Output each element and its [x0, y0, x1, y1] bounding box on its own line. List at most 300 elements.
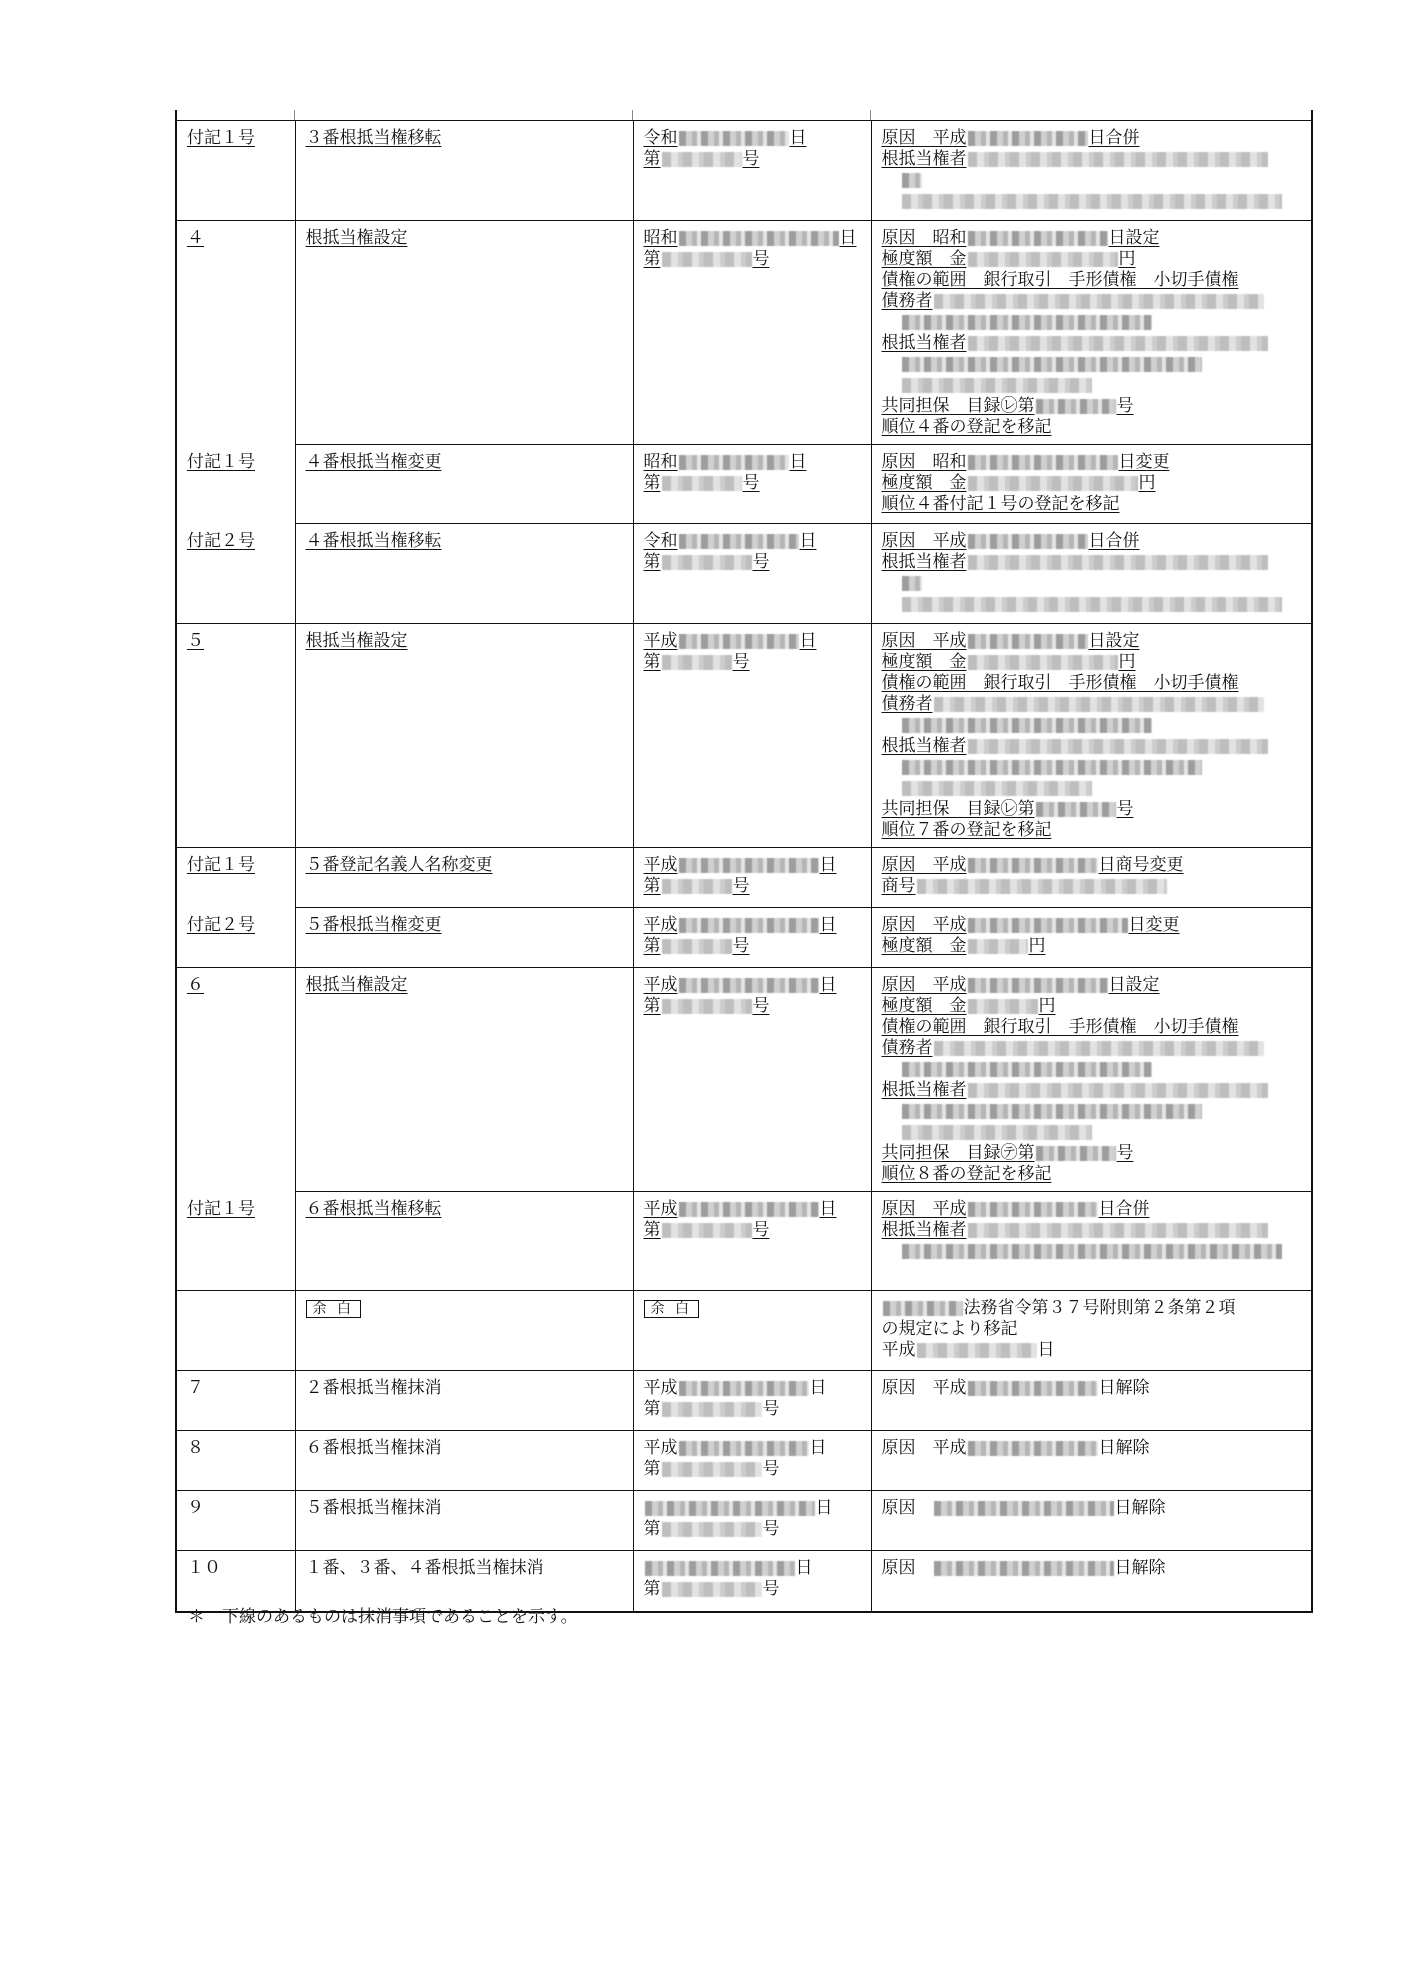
- text-line: [882, 876, 1302, 897]
- registration-purpose-cell: [295, 848, 633, 908]
- registration-purpose-cell: [295, 1431, 633, 1491]
- cause-suffix: 日設定: [1108, 228, 1160, 248]
- table-row: [177, 848, 1311, 908]
- text-line: [882, 149, 1302, 170]
- table-top-continuation: [177, 110, 1311, 120]
- redacted-value: [968, 978, 1108, 993]
- redacted-value: [645, 1561, 795, 1576]
- text-line: [882, 1558, 1302, 1579]
- rank-number-cell: [177, 1491, 295, 1551]
- table-row: [177, 1192, 1311, 1291]
- text-line: [882, 1199, 1302, 1220]
- cause-cell: [871, 1551, 1311, 1611]
- reception-prefix: 平成: [643, 975, 678, 995]
- reception-suffix: 号: [752, 552, 770, 572]
- registration-purpose: ４番根抵当権移転: [305, 531, 442, 551]
- rank-number: 付記２号: [187, 914, 255, 935]
- registration-purpose-cell: [295, 908, 633, 968]
- redacted-value: [679, 918, 819, 933]
- reception-suffix: 日: [799, 531, 817, 551]
- redacted-value: [902, 378, 1092, 393]
- rank-number: ９: [187, 1498, 204, 1518]
- registry-document: [175, 110, 1313, 1613]
- cause-prefix: 原因: [881, 1498, 933, 1518]
- cause-prefix: 原因 平成: [881, 531, 967, 551]
- reception-prefix: 平成: [643, 1378, 678, 1398]
- cause-text: 平成: [881, 1340, 916, 1360]
- text-line: [882, 1122, 1302, 1143]
- text-line: [882, 799, 1302, 820]
- cause-suffix: 日商号変更: [1098, 855, 1184, 875]
- text-line: [882, 915, 1302, 936]
- text-line: [882, 396, 1302, 417]
- text-line: [644, 473, 861, 494]
- registration-purpose: ４番根抵当権変更: [305, 452, 442, 472]
- cause-suffix: 日解除: [1114, 1558, 1166, 1578]
- redacted-value: [662, 252, 752, 267]
- reception-cell: [633, 1551, 871, 1611]
- rank-number: ５: [187, 631, 204, 651]
- table-row: [177, 908, 1311, 968]
- cause-suffix: 日変更: [1118, 452, 1170, 472]
- reception-suffix: 日: [789, 128, 807, 148]
- registration-purpose: ５番根抵当権変更: [305, 915, 442, 935]
- redacted-value: [662, 655, 732, 670]
- cause-prefix: 原因 昭和: [881, 228, 967, 248]
- reception-suffix: 号: [762, 1519, 780, 1539]
- reception-suffix: 日: [809, 1378, 827, 1398]
- text-line: [882, 652, 1302, 673]
- text-line: [882, 473, 1302, 494]
- rank-number-cell: [177, 1371, 295, 1431]
- registration-purpose: 根抵当権設定: [305, 228, 408, 248]
- text-line: [882, 312, 1302, 333]
- text-line: [882, 936, 1302, 957]
- cause-suffix: 日合併: [1098, 1199, 1150, 1219]
- redacted-value: [934, 294, 1264, 309]
- cause-prefix: 順位４番付記１号の登記を移記: [881, 494, 1120, 514]
- registration-purpose-cell: [295, 968, 633, 1192]
- text-line: [644, 452, 861, 473]
- redacted-value: [968, 1083, 1268, 1098]
- table-row: [177, 1491, 1311, 1551]
- cause-suffix: 号: [1116, 799, 1134, 819]
- text-line: [882, 354, 1302, 375]
- table-row: [177, 968, 1311, 1192]
- redacted-value: [662, 999, 752, 1014]
- redacted-value: [902, 718, 1152, 733]
- cause-suffix: 日変更: [1128, 915, 1180, 935]
- text-line: [644, 1459, 861, 1480]
- cause-suffix: 円: [1118, 249, 1136, 269]
- rank-number: 付記１号: [187, 128, 255, 148]
- cause-prefix: 根抵当権者: [881, 1220, 967, 1240]
- redacted-value: [917, 1343, 1037, 1358]
- cause-text: 法務省令第３７号附則第２条第２項: [963, 1298, 1236, 1318]
- registration-purpose-cell: [295, 624, 633, 848]
- text-line: [644, 1399, 861, 1420]
- rank-number: 付記１号: [187, 451, 255, 472]
- redacted-value: [662, 1582, 762, 1597]
- reception-suffix: 号: [762, 1399, 780, 1419]
- text-line: [882, 1164, 1302, 1185]
- redacted-value: [902, 1244, 1282, 1259]
- registration-purpose: 根抵当権設定: [305, 631, 408, 651]
- redacted-value: [968, 131, 1088, 146]
- reception-suffix: 日: [819, 915, 837, 935]
- redacted-value: [968, 336, 1268, 351]
- reception-prefix: 第: [643, 936, 661, 956]
- text-line: [882, 975, 1302, 996]
- text-line: [882, 452, 1302, 473]
- reception-suffix: 号: [752, 996, 770, 1016]
- text-line: [644, 996, 861, 1017]
- redacted-value: [968, 1202, 1098, 1217]
- text-line: [882, 694, 1302, 715]
- text-line: [882, 673, 1302, 694]
- redacted-value: [902, 760, 1202, 775]
- redacted-value: [934, 1561, 1114, 1576]
- redacted-value: [968, 739, 1268, 754]
- reception-suffix: 日: [819, 1199, 837, 1219]
- registration-purpose-cell: [295, 1192, 633, 1291]
- rank-number-cell: [177, 1192, 295, 1291]
- text-line: [882, 249, 1302, 270]
- cause-prefix: 原因 平成: [881, 1378, 967, 1398]
- redacted-value: [679, 1381, 809, 1396]
- text-line: [644, 531, 861, 552]
- cause-cell: [871, 1371, 1311, 1431]
- rank-number-cell: [177, 445, 295, 524]
- text-line: [882, 128, 1302, 149]
- redacted-value: [662, 152, 742, 167]
- cause-suffix: 日合併: [1088, 128, 1140, 148]
- cause-prefix: 根抵当権者: [881, 552, 967, 572]
- text-line: [644, 876, 861, 897]
- redacted-value: [902, 194, 1282, 209]
- reception-prefix: 第: [643, 876, 661, 896]
- redacted-value: [968, 476, 1138, 491]
- redacted-value: [917, 879, 1167, 894]
- text-line: [882, 191, 1302, 212]
- reception-suffix: 日: [819, 975, 837, 995]
- cause-cell: [871, 968, 1311, 1192]
- text-line: [644, 1438, 861, 1459]
- text-line: [882, 291, 1302, 312]
- redacted-value: [1036, 802, 1116, 817]
- text-line: [644, 652, 861, 673]
- rank-number-cell: [177, 1291, 295, 1371]
- registration-purpose: ５番登記名義人名称変更: [305, 855, 493, 875]
- cause-prefix: 共同担保 目録㋹第: [881, 396, 1035, 416]
- text-line: [882, 1319, 1302, 1340]
- redacted-value: [662, 939, 732, 954]
- reception-cell: [633, 1491, 871, 1551]
- reception-suffix: 号: [752, 1220, 770, 1240]
- cause-suffix: 日: [1037, 1340, 1055, 1360]
- redacted-value: [968, 655, 1118, 670]
- cause-prefix: 原因 平成: [881, 915, 967, 935]
- footnote: ＊ 下線のあるものは抹消事項であることを示す。: [188, 1607, 578, 1627]
- cause-suffix: 日設定: [1088, 631, 1140, 651]
- redacted-value: [902, 781, 1092, 796]
- redacted-value: [968, 534, 1088, 549]
- redacted-value: [662, 1402, 762, 1417]
- redacted-value: [679, 858, 819, 873]
- reception-suffix: 号: [752, 249, 770, 269]
- redacted-value: [968, 858, 1098, 873]
- cause-prefix: 債権の範囲 銀行取引 手形債権 小切手債権: [881, 270, 1239, 290]
- redacted-value: [902, 315, 1152, 330]
- text-line: [882, 631, 1302, 652]
- reception-prefix: 第: [643, 1519, 661, 1539]
- reception-suffix: 日: [809, 1438, 827, 1458]
- rank-number: ４: [187, 228, 204, 248]
- registration-purpose-cell: [295, 221, 633, 445]
- text-line: [644, 249, 861, 270]
- rank-number-cell: [177, 221, 295, 445]
- redacted-value: [662, 1462, 762, 1477]
- cause-suffix: 日解除: [1098, 1438, 1150, 1458]
- cause-cell: [871, 524, 1311, 624]
- rank-number: ７: [187, 1378, 204, 1398]
- reception-suffix: 号: [762, 1579, 780, 1599]
- reception-prefix: 平成: [643, 1199, 678, 1219]
- rank-number-cell: [177, 1431, 295, 1491]
- blank-box-label: 余 白: [644, 1300, 699, 1318]
- redacted-value: [968, 1381, 1098, 1396]
- cause-prefix: 債権の範囲 銀行取引 手形債権 小切手債権: [881, 1017, 1239, 1037]
- text-line: [644, 1199, 861, 1220]
- registration-purpose-cell: [295, 121, 633, 221]
- reception-suffix: 日: [819, 855, 837, 875]
- redacted-value: [679, 978, 819, 993]
- cause-suffix: 日設定: [1108, 975, 1160, 995]
- table-row: [177, 445, 1311, 524]
- text-line: [644, 855, 861, 876]
- text-line: [882, 715, 1302, 736]
- text-line: [882, 552, 1302, 573]
- cause-prefix: 極度額 金: [881, 652, 967, 672]
- registration-purpose: ５番根抵当権抹消: [305, 1498, 442, 1518]
- redacted-value: [679, 534, 799, 549]
- reception-prefix: 第: [643, 1579, 661, 1599]
- cause-suffix: 号: [1116, 1143, 1134, 1163]
- redacted-value: [1036, 399, 1116, 414]
- text-line: [882, 375, 1302, 396]
- cause-suffix: 日解除: [1098, 1378, 1150, 1398]
- text-line: [644, 1519, 861, 1540]
- reception-prefix: 第: [643, 149, 661, 169]
- redacted-value: [662, 879, 732, 894]
- cause-prefix: 商号: [881, 876, 916, 896]
- registration-purpose-cell: [295, 524, 633, 624]
- text-line: [882, 1143, 1302, 1164]
- reception-cell: [633, 445, 871, 524]
- registration-purpose: １番、３番、４番根抵当権抹消: [305, 1558, 544, 1578]
- text-line: [882, 1298, 1302, 1319]
- registration-purpose: ２番根抵当権抹消: [305, 1378, 442, 1398]
- redacted-value: [968, 939, 1028, 954]
- redacted-value: [902, 576, 922, 591]
- text-line: [882, 1498, 1302, 1519]
- rank-number-cell: [177, 968, 295, 1192]
- cause-prefix: 共同担保 目録㋹第: [881, 799, 1035, 819]
- cause-suffix: 円: [1038, 996, 1056, 1016]
- redacted-value: [679, 131, 789, 146]
- cause-suffix: 円: [1028, 936, 1046, 956]
- cause-cell: [871, 908, 1311, 968]
- redacted-value: [645, 1501, 815, 1516]
- text-line: [882, 1038, 1302, 1059]
- reception-cell: [633, 1291, 871, 1371]
- table-row: [177, 1291, 1311, 1371]
- cause-text: の規定により移記: [881, 1319, 1018, 1339]
- registration-purpose-cell: [295, 1291, 633, 1371]
- reception-suffix: 号: [742, 149, 760, 169]
- cause-cell: [871, 624, 1311, 848]
- cause-cell: [871, 848, 1311, 908]
- table-row: [177, 524, 1311, 624]
- blank-box-label: 余 白: [306, 1300, 361, 1318]
- cause-prefix: 順位８番の登記を移記: [881, 1164, 1052, 1184]
- reception-suffix: 日: [815, 1498, 833, 1518]
- text-line: [882, 170, 1302, 191]
- registration-purpose: ３番根抵当権移転: [305, 128, 442, 148]
- reception-prefix: 第: [643, 1399, 661, 1419]
- cause-prefix: 原因: [881, 1558, 933, 1578]
- reception-suffix: 号: [762, 1459, 780, 1479]
- text-line: [882, 855, 1302, 876]
- rank-number: ８: [187, 1438, 204, 1458]
- cause-prefix: 極度額 金: [881, 249, 967, 269]
- cause-prefix: 極度額 金: [881, 996, 967, 1016]
- registration-purpose: ６番根抵当権移転: [305, 1199, 442, 1219]
- cause-prefix: 原因 平成: [881, 631, 967, 651]
- text-line: [882, 757, 1302, 778]
- reception-prefix: 第: [643, 473, 661, 493]
- reception-cell: [633, 1192, 871, 1291]
- table-row: [177, 221, 1311, 445]
- reception-cell: [633, 1371, 871, 1431]
- redacted-value: [679, 1202, 819, 1217]
- rank-number-cell: [177, 908, 295, 968]
- reception-prefix: 平成: [643, 1438, 678, 1458]
- redacted-value: [968, 252, 1118, 267]
- text-line: [644, 975, 861, 996]
- text-line: [644, 1220, 861, 1241]
- cause-cell: [871, 221, 1311, 445]
- text-line: [882, 1241, 1302, 1262]
- reception-prefix: 第: [643, 652, 661, 672]
- reception-prefix: 第: [643, 996, 661, 1016]
- redacted-value: [902, 173, 922, 188]
- text-line: [882, 1378, 1302, 1399]
- reception-suffix: 号: [732, 936, 750, 956]
- registration-purpose: ６番根抵当権抹消: [305, 1438, 442, 1458]
- text-line: [644, 1498, 861, 1519]
- text-line: [882, 531, 1302, 552]
- redacted-value: [662, 555, 752, 570]
- text-line: [882, 1080, 1302, 1101]
- cause-prefix: 原因 平成: [881, 975, 967, 995]
- cause-cell: [871, 445, 1311, 524]
- reception-suffix: 号: [732, 876, 750, 896]
- redacted-value: [968, 999, 1038, 1014]
- cause-prefix: 原因 平成: [881, 128, 967, 148]
- reception-prefix: 第: [643, 1220, 661, 1240]
- redacted-value: [968, 918, 1128, 933]
- text-line: [882, 778, 1302, 799]
- rank-number-cell: [177, 524, 295, 624]
- registration-purpose-cell: [295, 1371, 633, 1431]
- redacted-value: [662, 1522, 762, 1537]
- redacted-value: [968, 634, 1088, 649]
- cause-prefix: 根抵当権者: [881, 333, 967, 353]
- cause-cell: [871, 1491, 1311, 1551]
- text-line: [882, 1340, 1302, 1361]
- redacted-value: [902, 1125, 1092, 1140]
- reception-suffix: 日: [839, 228, 857, 248]
- table-row: [177, 624, 1311, 848]
- rank-number: ６: [187, 975, 204, 995]
- cause-prefix: 原因 平成: [881, 855, 967, 875]
- text-line: [644, 228, 861, 249]
- redacted-value: [968, 1223, 1268, 1238]
- redacted-value: [679, 231, 839, 246]
- rank-number: 付記１号: [187, 1198, 255, 1219]
- redacted-value: [968, 555, 1268, 570]
- cause-prefix: 共同担保 目録㋢第: [881, 1143, 1035, 1163]
- redacted-value: [934, 697, 1264, 712]
- redacted-value: [902, 597, 1282, 612]
- text-line: [644, 1558, 861, 1579]
- cause-suffix: 日解除: [1114, 1498, 1166, 1518]
- reception-suffix: 日: [789, 452, 807, 472]
- rank-number-cell: [177, 848, 295, 908]
- redacted-value: [968, 1441, 1098, 1456]
- cause-cell: [871, 1431, 1311, 1491]
- reception-cell: [633, 848, 871, 908]
- reception-suffix: 日: [795, 1558, 813, 1578]
- text-line: [882, 996, 1302, 1017]
- cause-prefix: 順位４番の登記を移記: [881, 417, 1052, 437]
- rank-number-cell: [177, 624, 295, 848]
- redacted-value: [679, 634, 799, 649]
- rank-number: 付記１号: [187, 855, 255, 875]
- reception-prefix: 平成: [643, 915, 678, 935]
- cause-prefix: 債務者: [881, 694, 933, 714]
- rank-number: １０: [187, 1558, 221, 1578]
- text-line: [644, 915, 861, 936]
- registry-table-body: [177, 121, 1311, 1611]
- rank-number-cell: [177, 121, 295, 221]
- cause-cell: [871, 1291, 1311, 1371]
- text-line: [644, 631, 861, 652]
- text-line: [644, 128, 861, 149]
- registration-purpose-cell: [295, 1491, 633, 1551]
- redacted-value: [968, 231, 1108, 246]
- text-line: [882, 1438, 1302, 1459]
- reception-prefix: 平成: [643, 855, 678, 875]
- cause-prefix: 債権の範囲 銀行取引 手形債権 小切手債権: [881, 673, 1239, 693]
- reception-prefix: 昭和: [643, 228, 678, 248]
- text-line: [882, 1220, 1302, 1241]
- redacted-value: [934, 1501, 1114, 1516]
- redacted-value: [679, 1441, 809, 1456]
- reception-prefix: 昭和: [643, 452, 678, 472]
- reception-cell: [633, 908, 871, 968]
